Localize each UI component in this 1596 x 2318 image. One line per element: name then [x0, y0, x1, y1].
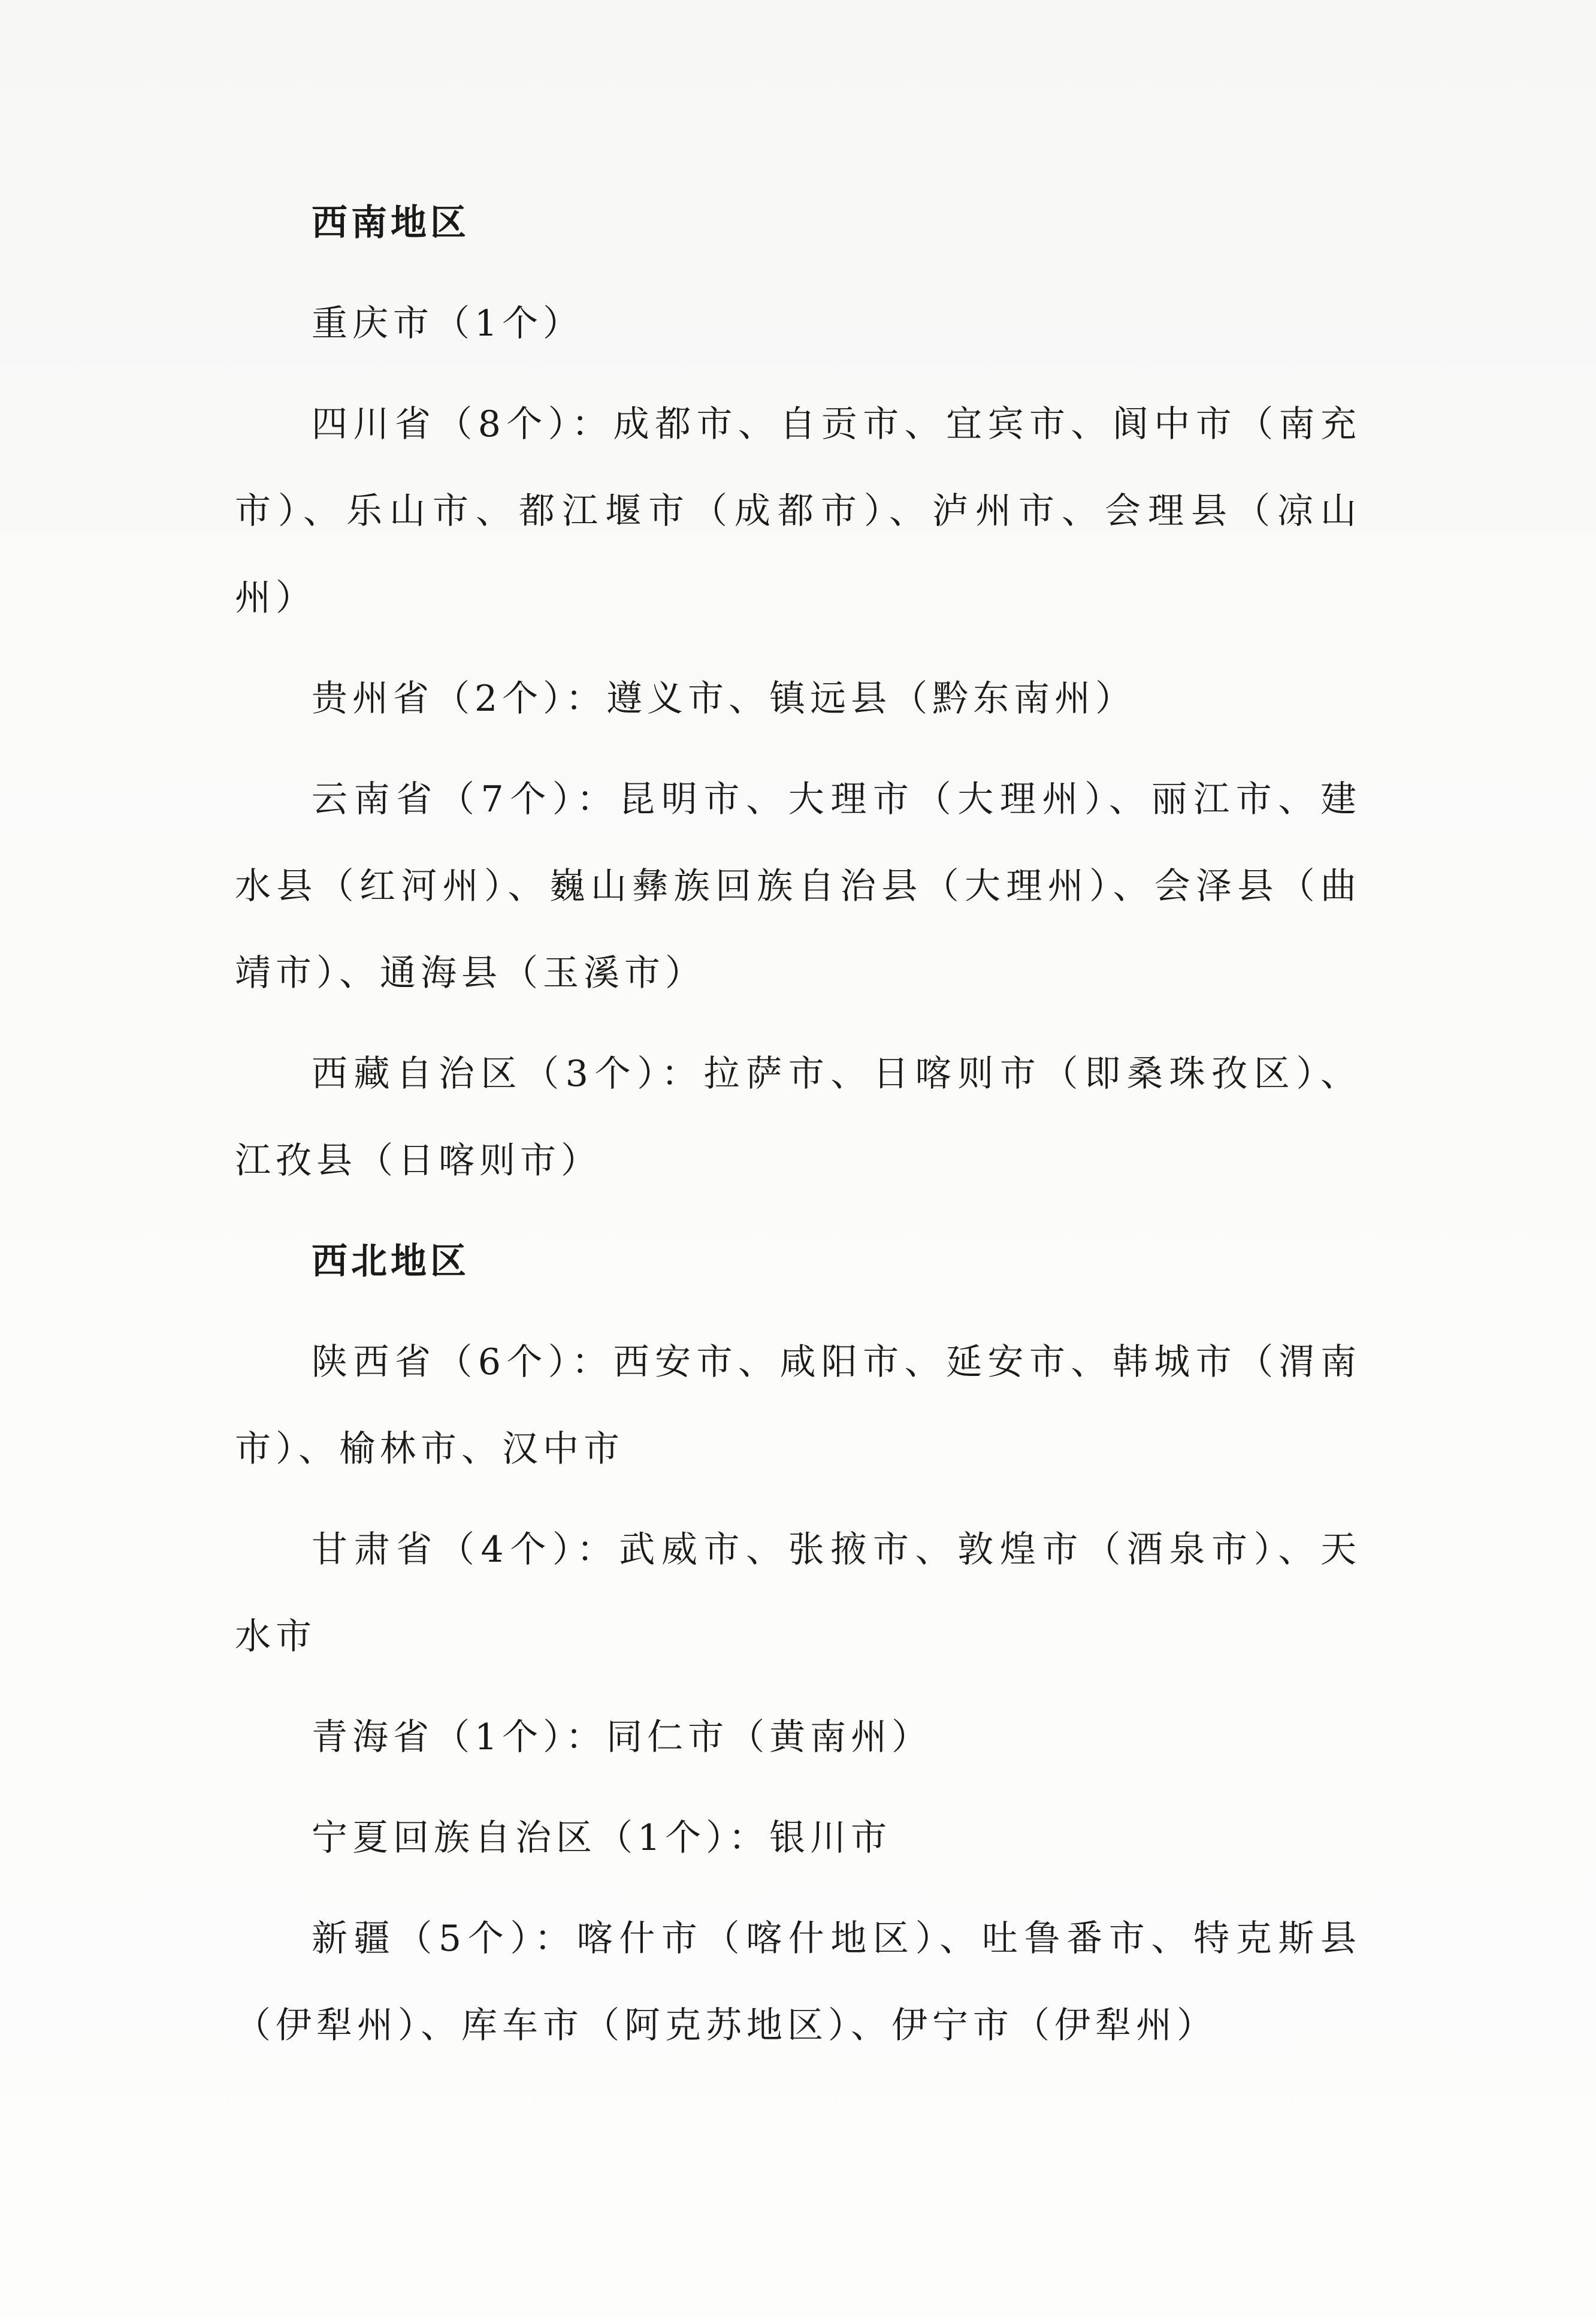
entry-qinghai: 青海省（1个）：同仁市（黄南州） [312, 1716, 933, 1758]
entry-gansu: 甘肃省（4个）：武威市、张掖市、敦煌市（酒泉市）、天水市 [235, 1529, 1361, 1658]
section-heading-southwest: 西南地区 [312, 202, 470, 244]
entry-guizhou: 贵州省（2个）：遵义市、镇远县（黔东南州） [312, 678, 1136, 720]
entry-xinjiang: 新疆（5个）：喀什市（喀什地区）、吐鲁番市、特克斯县（伊犁州）、库车市（阿克苏地区）、伊宁市（伊犁州） [235, 1918, 1361, 2047]
entry-yunnan: 云南省（7个）：昆明市、大理市（大理州）、丽江市、建水县（红河州）、巍山彝族回族自治县（大理州）、会泽县（曲靖市）、通海县（玉溪市） [235, 778, 1361, 994]
section-heading-northwest: 西北地区 [312, 1241, 470, 1282]
entry-chongqing: 重庆市（1个） [312, 303, 584, 345]
entry-sichuan: 四川省（8个）：成都市、自贡市、宜宾市、阆中市（南充市）、乐山市、都江堰市（成都市）、泸州市、会理县（凉山州） [235, 403, 1361, 619]
entry-xizang: 西藏自治区（3个）：拉萨市、日喀则市（即桑珠孜区）、江孜县（日喀则市） [235, 1053, 1361, 1182]
entry-shaanxi: 陕西省（6个）：西安市、咸阳市、延安市、韩城市（渭南市）、榆林市、汉中市 [235, 1341, 1361, 1470]
document-body [235, 180, 1361, 2069]
entry-ningxia: 宁夏回族自治区（1个）：银川市 [312, 1817, 892, 1859]
